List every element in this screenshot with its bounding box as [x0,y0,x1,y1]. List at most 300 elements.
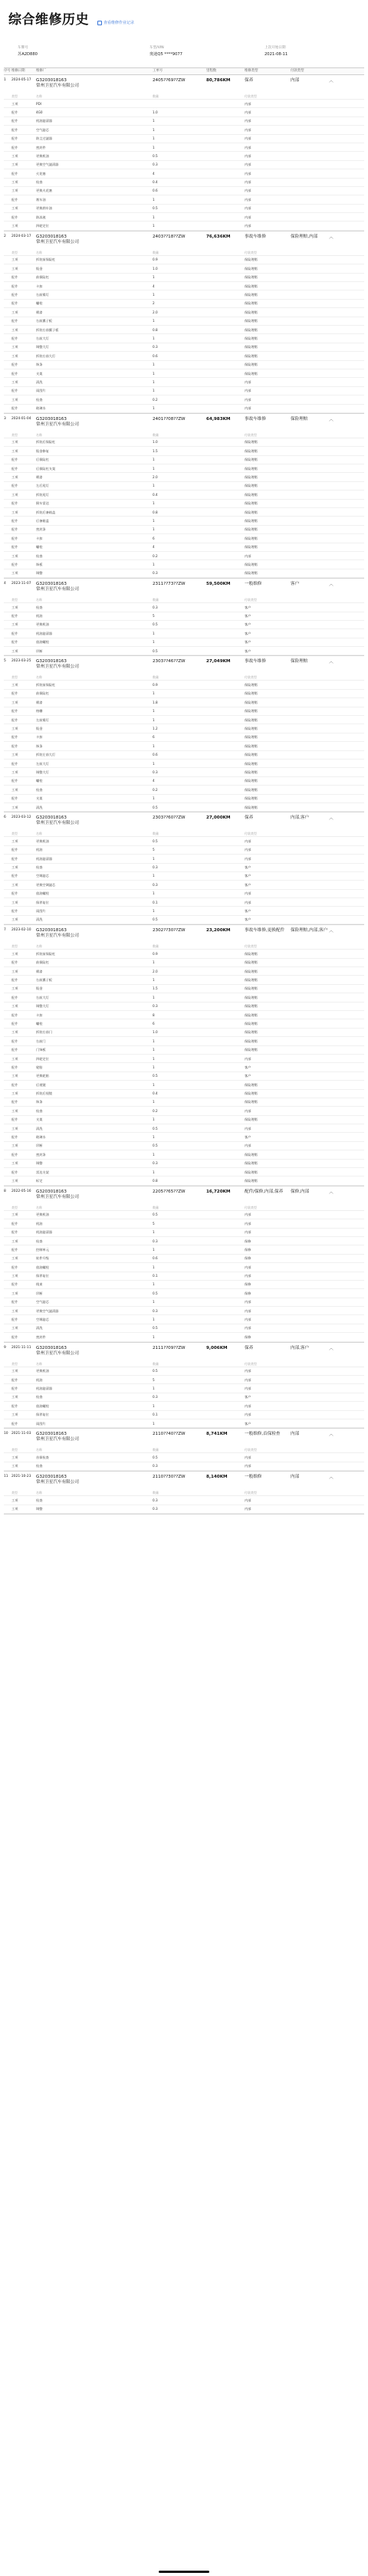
col-shop: 维修厂 [36,69,47,74]
line-item [4,1453,364,1462]
line-pay: 内部 [245,119,251,123]
line-item [4,716,364,724]
chevron-up-icon[interactable]: ︿ [329,1432,334,1438]
line-item [4,1384,364,1393]
sub-col-qty: 数量 [153,250,159,254]
line-name: 拆装后视镜 [36,1091,52,1096]
line-category: 工项 [12,1413,18,1417]
line-category: 配件 [12,743,18,748]
line-qty: 0.3 [153,1004,158,1009]
line-pay: 保险理赔 [245,1091,258,1096]
line-category: 配件 [12,909,18,914]
line-name: 更换机油 [36,153,49,158]
line-category: 配件 [12,1318,18,1322]
line-name: 右前大灯 [36,995,49,999]
line-item [4,222,364,230]
line-name: 调整 [36,1161,43,1166]
line-name: 螺栓 [36,301,43,306]
line-name: 检查 [36,1464,43,1468]
line-item [4,179,364,187]
line-category: 配件 [12,145,18,149]
line-item [4,751,364,760]
record-date: 2024-03-17 [12,234,31,238]
line-category: 配件 [12,1048,18,1052]
record-block [4,1472,364,1514]
line-qty: 1 [153,1265,155,1269]
line-pay: 内部 [245,1507,251,1511]
line-category: 配件 [12,1152,18,1157]
line-item [4,916,364,924]
line-category: 配件 [12,1230,18,1235]
line-qty: 0.5 [153,805,158,809]
line-pay: 保险理赔 [245,735,258,740]
line-category: 配件 [12,301,18,306]
line-pay: 保险理赔 [245,545,258,550]
line-name: 格栅 [36,709,43,714]
line-name: 右前门 [36,1039,46,1043]
line-qty: 1 [153,1117,155,1122]
line-item [4,1003,364,1011]
line-name: 机油 [36,1221,43,1226]
line-item [4,569,364,578]
line-category: 工项 [12,648,18,653]
line-qty: 1 [153,1230,155,1235]
line-category: 工项 [12,1507,18,1511]
line-qty: 1 [153,336,155,340]
line-category: 工项 [12,1178,18,1183]
line-item [4,205,364,213]
record-summary[interactable] [4,579,364,597]
line-category: 工项 [12,189,18,193]
line-name: 更换刹车油 [36,206,52,211]
record-summary[interactable] [4,1186,364,1205]
line-item [4,1211,364,1219]
line-item [4,690,364,698]
line-item [4,300,364,308]
line-item [4,1168,364,1176]
record-mileage: 8,741KM [206,1432,228,1437]
line-qty: 1.0 [153,1030,158,1035]
line-item [4,1272,364,1281]
line-pay: 保险理赔 [245,1012,258,1017]
line-category: 工项 [12,440,18,445]
shop-name: 常州卫星汽车有限公司 [36,1480,79,1485]
record-date: 2021-11-11 [12,1345,31,1350]
record-order: 2303??60??ZW [153,815,186,821]
record-summary[interactable] [4,656,364,674]
line-pay: 保险理赔 [245,969,258,973]
line-name: 机油滤清器 [36,119,52,123]
line-category: 工项 [12,882,18,887]
sub-col-qty: 数量 [153,1361,159,1366]
line-category: 配件 [12,856,18,861]
line-pay: 保险理赔 [245,796,258,801]
line-item [4,361,364,369]
line-qty: 1 [153,640,155,645]
line-item [4,855,364,863]
line-name: 更换空气滤清器 [36,1308,59,1313]
line-pay: 保险理赔 [245,353,258,358]
line-pay: 保险理赔 [245,787,258,792]
sub-col-name: 名称 [36,675,42,680]
record-shop [36,235,153,250]
shop-name: 常州卫星汽车有限公司 [36,422,79,427]
line-category: 工项 [12,397,18,402]
line-name: 前保险杠 [36,691,49,696]
line-item [4,108,364,116]
line-qty: 1 [153,1056,155,1061]
chevron-up-icon[interactable]: ︿ [329,416,334,422]
line-qty: 0.3 [153,1239,158,1243]
chevron-up-icon[interactable]: ︿ [329,582,334,588]
line-category: 工项 [12,865,18,870]
line-category: 工项 [12,1030,18,1035]
line-pay: 保险理赔 [245,1100,258,1104]
line-name: 调整大灯 [36,345,49,349]
record-date: 2022-05-16 [12,1189,31,1193]
line-qty: 0.2 [153,553,158,558]
chevron-up-icon[interactable]: ︿ [329,659,334,665]
shop-name: 常州卫星汽车有限公司 [36,665,79,670]
record-pay: 内部 [291,1475,300,1480]
line-item [4,117,364,126]
line-item [4,169,364,178]
line-qty: 0.3 [153,770,158,774]
line-qty: 1 [153,891,155,896]
record-date: 2021-11-03 [12,1432,31,1436]
record-no: 3 [4,416,6,421]
line-name: 倒车雷达 [36,501,49,506]
record-summary[interactable] [4,1429,364,1447]
line-pay: 内部 [245,171,251,176]
line-name: 检查 [36,1498,43,1502]
line-item [4,890,364,898]
shop-name: 常州卫星汽车有限公司 [36,83,79,88]
line-name: 钣金 [36,986,43,991]
record-order: 2401??08??ZW [153,416,186,422]
line-item [4,195,364,204]
line-name: 清洗 [36,917,43,922]
line-pay: 客户 [245,648,251,653]
line-pay: 内部 [245,1455,251,1459]
line-name: 拆装后保险杠 [36,440,56,445]
line-pay: 保险理赔 [245,743,258,748]
line-item [4,143,364,152]
line-item [4,1419,364,1428]
chevron-up-icon[interactable]: ︿ [329,1189,334,1195]
line-item [4,1298,364,1307]
chevron-up-icon[interactable]: ︿ [329,1475,334,1481]
line-name: 空气滤芯 [36,127,49,132]
shop-code: G3203018163 [36,815,67,821]
line-name: 后视镜 [36,1082,46,1087]
record-mileage: 27,000KM [206,815,231,821]
line-name: 轮胎 [36,1065,43,1069]
record-summary[interactable] [4,414,364,432]
line-category: 工项 [12,1326,18,1331]
record-type: 保养 [245,1345,254,1350]
sub-col-name: 名称 [36,1361,42,1366]
line-qty: 2.0 [153,475,158,480]
record-summary[interactable] [4,812,364,831]
line-pay: 内部 [245,397,251,402]
line-category: 工项 [12,1464,18,1468]
line-category: 工项 [12,266,18,271]
line-category: 配件 [12,119,18,123]
line-pay: 内部 [245,848,251,852]
line-category: 工项 [12,1004,18,1009]
line-name: 拆装尾灯 [36,492,49,497]
line-item [4,1307,364,1315]
line-qty: 1 [153,197,155,202]
record-order: 2302??30??ZW [153,928,186,934]
shop-code: G3203018163 [36,416,67,422]
line-pay: 内部 [245,1326,251,1331]
line-qty: 1 [153,292,155,297]
record-pay: 保修,内部 [291,1189,310,1194]
export-label: 查看维修作业记录 [104,21,135,25]
line-pay: 保险理赔 [245,779,258,783]
chevron-up-icon[interactable]: ︿ [329,928,334,934]
line-qty: 0.6 [153,353,158,358]
line-pay: 保险理赔 [245,371,258,376]
line-pay: 保修 [245,1256,251,1261]
line-item [4,1072,364,1081]
line-qty: 4 [153,779,155,783]
sub-col-type: 类型 [12,675,18,680]
line-pay: 保险理赔 [245,1170,258,1174]
line-qty: 1 [153,484,155,488]
line-pay: 内部 [245,206,251,211]
line-qty: 1 [153,1065,155,1069]
record-order: 2110??30??ZW [153,1475,186,1480]
line-qty: 5 [153,848,155,852]
record-pay: 保险理赔,内部,客户 [291,928,328,934]
line-qty: 0.3 [153,1161,158,1166]
line-name: 保养复位 [36,1274,49,1278]
line-pay: 内部 [245,224,251,228]
line-category: 配件 [12,292,18,297]
line-category: 工项 [12,153,18,158]
line-category: 工项 [12,917,18,922]
record-shop [36,1432,153,1447]
record-summary[interactable] [4,75,364,94]
line-item [4,803,364,812]
line-item [4,161,364,169]
line-item [4,1333,364,1341]
line-qty: 0.1 [153,1413,158,1417]
line-category: 工项 [12,1291,18,1295]
line-item [4,369,364,378]
line-qty: 1 [153,1135,155,1140]
line-item [4,264,364,273]
sub-col-qty: 数量 [153,432,159,437]
line-pay: 内部 [245,900,251,904]
line-category: 配件 [12,110,18,114]
line-qty: 1 [153,1282,155,1287]
line-item [4,647,364,655]
line-item [4,1107,364,1115]
line-pay: 保险理赔 [245,700,258,704]
vehicle-meta [4,44,364,67]
line-items-header [4,432,364,438]
line-category: 工项 [12,1056,18,1061]
line-pay: 保险理赔 [245,301,258,306]
line-pay: 保险理赔 [245,492,258,497]
line-name: 诊断 [36,648,43,653]
chevron-up-icon[interactable]: ︿ [329,234,334,240]
record-summary[interactable] [4,231,364,250]
line-item [4,1324,364,1333]
line-qty: 2 [153,301,155,306]
line-item [4,405,364,413]
meta-date: 上次开始日期 2021-08-11 [264,46,288,57]
line-item [4,707,364,716]
record-shop [36,1346,153,1361]
line-pay: 内部 [245,1318,251,1322]
line-category: 工项 [12,986,18,991]
chevron-up-icon[interactable]: ︿ [329,815,334,822]
line-qty: 1 [153,1170,155,1174]
line-name: 密封件 [36,145,46,149]
sub-col-pay: 付款类型 [245,832,257,836]
line-item [4,1142,364,1150]
line-item [4,786,364,794]
line-item [4,1124,364,1133]
line-item [4,795,364,803]
record-type: 一般维修,首保检查 [245,1432,281,1437]
line-pay: 保险理赔 [245,363,258,367]
line-item [4,482,364,491]
line-qty: 1 [153,874,155,878]
line-name: 卡扣 [36,735,43,740]
line-item [4,473,364,481]
sub-col-qty: 数量 [153,598,159,602]
line-name: 左前大灯 [36,761,49,766]
line-category: 配件 [12,1282,18,1287]
line-qty: 1 [153,406,155,411]
line-item [4,1090,364,1098]
line-category: 配件 [12,640,18,645]
line-qty: 0.6 [153,1256,158,1261]
line-pay: 保险理赔 [245,571,258,576]
line-pay: 内部 [245,162,251,167]
chevron-up-icon[interactable]: ︿ [329,1345,334,1351]
line-qty: 2.0 [153,969,158,973]
line-qty: 0.9 [153,951,158,956]
line-pay: 客户 [245,874,251,878]
line-pay: 内部 [245,1308,251,1313]
line-item [4,950,364,958]
line-pay: 客户 [245,622,251,627]
record-summary[interactable] [4,1343,364,1361]
export-link[interactable] [97,21,134,25]
line-category: 工项 [12,1274,18,1278]
line-category: 配件 [12,501,18,506]
line-item [4,378,364,386]
line-category: 配件 [12,484,18,488]
sub-col-type: 类型 [12,250,18,254]
line-qty: 1 [153,1386,155,1390]
line-name: 钣金修复 [36,448,49,453]
line-item [4,1150,364,1159]
line-pay: 保险理赔 [245,1152,258,1157]
line-category: 工项 [12,683,18,687]
line-name: 检查 [36,1395,43,1400]
line-item [4,1289,364,1298]
line-pay: 保险理赔 [245,336,258,340]
line-name: 支架 [36,796,43,801]
record-block [4,75,364,231]
line-qty: 0.2 [153,1108,158,1113]
line-category: 配件 [12,545,18,550]
line-pay: 内部 [245,127,251,132]
line-item [4,1116,364,1124]
line-pay: 客户 [245,917,251,922]
line-item [4,1263,364,1272]
line-item [4,256,364,264]
line-name: 雨刮片 [36,1421,46,1426]
home-indicator[interactable] [159,2571,209,2573]
chevron-up-icon[interactable]: ︿ [329,78,334,84]
record-mileage: 59,500KM [206,582,231,587]
line-category: 配件 [12,614,18,619]
line-category: 配件 [12,466,18,471]
line-name: 放油螺栓 [36,640,49,645]
line-qty: 1 [153,1039,155,1043]
line-item [4,526,364,534]
line-name: 清洗 [36,805,43,809]
line-pay: 保险理赔 [245,458,258,462]
line-pay: 保险理赔 [245,319,258,323]
record-summary[interactable] [4,1472,364,1490]
sub-col-type: 类型 [12,1361,18,1366]
line-qty: 6 [153,1021,155,1025]
line-pay: 客户 [245,909,251,914]
line-name: 4G0 [36,110,43,114]
line-name: 密封条 [36,527,46,532]
line-pay: 客户 [245,614,251,619]
record-block [4,1343,364,1429]
sub-col-type: 类型 [12,432,18,437]
line-category: 配件 [12,215,18,219]
line-category: 配件 [12,1221,18,1226]
sub-col-name: 名称 [36,1491,42,1495]
line-name: 前保险杠 [36,960,49,965]
line-item [4,881,364,889]
record-mileage: 76,636KM [206,234,231,239]
shop-code: G3203018163 [36,1345,67,1350]
line-item [4,985,364,993]
record-block [4,1429,364,1472]
line-item [4,724,364,733]
line-qty: 1.0 [153,266,158,271]
line-pay: 内部 [245,101,251,106]
line-qty: 1 [153,995,155,999]
line-name: 火花塞 [36,171,46,176]
record-summary[interactable] [4,925,364,943]
line-item [4,1229,364,1237]
line-name: 放油螺栓 [36,1403,49,1408]
line-item [4,447,364,455]
line-pay: 保险理赔 [245,345,258,349]
line-item [4,959,364,967]
line-pay: 保险理赔 [245,753,258,757]
line-name: 更换机油 [36,838,49,843]
line-item [4,560,364,569]
line-name: 检查 [36,397,43,402]
record-shop [36,815,153,831]
